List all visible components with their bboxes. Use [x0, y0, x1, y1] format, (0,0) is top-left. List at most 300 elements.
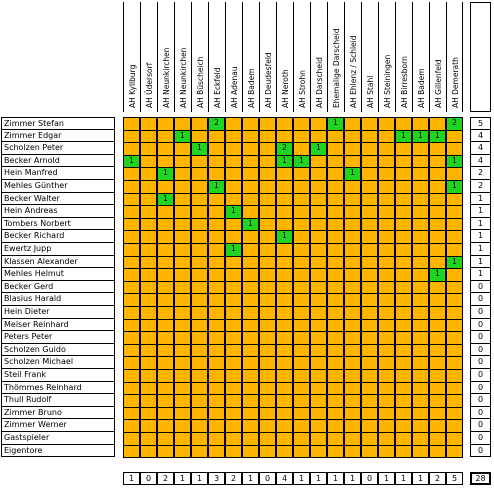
- row-total: 0: [470, 306, 491, 319]
- player-name: Becker Arnold: [1, 155, 115, 167]
- grid-cell: [123, 268, 140, 282]
- grid-cell: [225, 230, 242, 244]
- grid-cell: [276, 394, 293, 408]
- grid-cell: [293, 243, 310, 257]
- grid-cell: [140, 356, 157, 370]
- grid-cell: [174, 243, 191, 257]
- grid-cell: [395, 306, 412, 320]
- row-total: 0: [470, 407, 491, 419]
- grid-cell: [276, 117, 293, 131]
- column-header: [140, 2, 157, 112]
- grid-cell: [191, 369, 208, 383]
- row-total: 4: [470, 142, 491, 155]
- grid-cell: [174, 419, 191, 433]
- column-total: 1: [412, 472, 429, 485]
- grid-cell: [395, 142, 412, 156]
- column-total: 0: [361, 472, 378, 485]
- grid-cell: [259, 331, 276, 345]
- player-name: Ewertz Jupp: [1, 243, 115, 256]
- grid-cell: [174, 117, 191, 131]
- grid-cell: [446, 230, 463, 244]
- grid-cell: [259, 205, 276, 219]
- goal-count-cell: 1: [157, 167, 174, 181]
- grid-cell: [446, 394, 463, 408]
- grid-cell: [361, 394, 378, 408]
- grid-cell: [412, 205, 429, 219]
- grid-cell: [412, 419, 429, 433]
- column-header: [123, 2, 140, 112]
- player-name: Gastspieler: [1, 432, 115, 445]
- goal-count-cell: 2: [208, 117, 225, 131]
- column-header: [378, 2, 395, 112]
- grid-cell: [242, 331, 259, 345]
- grid-cell: [157, 419, 174, 433]
- goal-count-cell: 1: [276, 230, 293, 244]
- grid-cell: [446, 369, 463, 383]
- grid-cell: [191, 394, 208, 408]
- grid-cell: [140, 445, 157, 458]
- grid-cell: [276, 445, 293, 458]
- row-total: 0: [470, 369, 491, 382]
- grid-cell: [327, 306, 344, 320]
- grid-cell: [259, 243, 276, 257]
- grid-cell: [446, 419, 463, 433]
- goal-count-cell: 1: [446, 180, 463, 194]
- grid-cell: [429, 369, 446, 383]
- grid-cell: [259, 293, 276, 307]
- grid-cell: [208, 419, 225, 433]
- grid-cell: [310, 293, 327, 307]
- grid-cell: [276, 243, 293, 257]
- goal-count-cell: 1: [276, 155, 293, 168]
- column-header-label: AH Deudesfeld: [264, 52, 273, 108]
- grid-cell: [378, 293, 395, 307]
- grid-cell: [140, 306, 157, 320]
- grid-cell: [327, 142, 344, 156]
- grid-cell: [225, 117, 242, 131]
- column-header: [208, 2, 225, 112]
- grid-cell: [140, 394, 157, 408]
- grid-cell: [157, 432, 174, 446]
- grid-cell: [310, 117, 327, 131]
- grid-cell: [310, 394, 327, 408]
- grid-cell: [208, 243, 225, 257]
- grid-cell: [208, 293, 225, 307]
- grid-cell: [293, 167, 310, 181]
- grid-cell: [276, 205, 293, 219]
- row-total: 1: [470, 230, 491, 243]
- grid-cell: [378, 117, 395, 131]
- player-name: Hein Manfred: [1, 167, 115, 180]
- row-total: 1: [470, 256, 491, 268]
- grid-cell: [174, 205, 191, 219]
- grid-cell: [276, 369, 293, 383]
- row-total: 1: [470, 205, 491, 218]
- player-name: Meiser Reinhard: [1, 319, 115, 331]
- grid-cell: [123, 230, 140, 244]
- column-header-label: AH Üdersorf: [145, 62, 154, 108]
- grid-cell: [242, 394, 259, 408]
- column-header-row: [0, 0, 494, 115]
- grid-cell: [429, 243, 446, 257]
- grid-cell: [378, 243, 395, 257]
- grid-cell: [123, 306, 140, 320]
- row-total: 1: [470, 218, 491, 230]
- grid-cell: [429, 230, 446, 244]
- grid-cell: [361, 142, 378, 156]
- column-total: 1: [191, 472, 208, 485]
- grid-cell: [395, 445, 412, 458]
- grid-cell: [208, 356, 225, 370]
- column-header: [242, 2, 259, 112]
- grid-cell: [259, 117, 276, 131]
- grid-cell: [191, 432, 208, 446]
- grid-cell: [259, 180, 276, 194]
- grid-cell: [429, 142, 446, 156]
- grid-cell: [259, 445, 276, 458]
- grid-cell: [378, 205, 395, 219]
- grid-cell: [174, 394, 191, 408]
- grid-cell: [191, 419, 208, 433]
- grid-cell: [225, 293, 242, 307]
- grid-cell: [327, 268, 344, 282]
- goal-count-cell: 1: [446, 256, 463, 269]
- grid-cell: [378, 167, 395, 181]
- grid-cell: [140, 243, 157, 257]
- grid-cell: [225, 394, 242, 408]
- grid-cell: [344, 306, 361, 320]
- grid-cell: [395, 117, 412, 131]
- grid-cell: [242, 369, 259, 383]
- grid-cell: [225, 419, 242, 433]
- grid-cell: [191, 293, 208, 307]
- grid-cell: [361, 419, 378, 433]
- grid-cell: [429, 419, 446, 433]
- grid-cell: [140, 205, 157, 219]
- column-total: 0: [140, 472, 157, 485]
- grid-cell: [344, 331, 361, 345]
- grid-cell: [157, 369, 174, 383]
- grid-cell: [361, 117, 378, 131]
- grid-cell: [378, 432, 395, 446]
- grid-cell: [123, 293, 140, 307]
- grid-cell: [378, 142, 395, 156]
- column-header-label: AH Steiningen: [383, 54, 392, 108]
- grid-cell: [344, 445, 361, 458]
- grid-cell: [174, 356, 191, 370]
- player-name: Mehles Günther: [1, 180, 115, 193]
- grid-cell: [310, 369, 327, 383]
- grid-cell: [446, 205, 463, 219]
- column-header: [191, 2, 208, 112]
- row-total: 0: [470, 382, 491, 394]
- grid-cell: [259, 356, 276, 370]
- column-total: 1: [327, 472, 344, 485]
- player-name: Eigentore: [1, 445, 115, 457]
- player-name: Zimmer Stefan: [1, 117, 115, 130]
- goal-count-cell: 1: [293, 155, 310, 168]
- grid-cell: [446, 331, 463, 345]
- column-total: 2: [157, 472, 174, 485]
- goal-count-cell: 1: [412, 130, 429, 143]
- grid-cell: [412, 293, 429, 307]
- grid-cell: [446, 306, 463, 320]
- grid-cell: [191, 268, 208, 282]
- grid-cell: [395, 180, 412, 194]
- grid-cell: [174, 230, 191, 244]
- column-header: [395, 2, 412, 112]
- grid-cell: [446, 432, 463, 446]
- grid-cell: [344, 117, 361, 131]
- grid-cell: [429, 356, 446, 370]
- grid-cell: [412, 167, 429, 181]
- grid-cell: [157, 445, 174, 458]
- grid-cell: [429, 445, 446, 458]
- player-name: Scholzen Michael: [1, 356, 115, 369]
- player-name: Zimmer Werner: [1, 419, 115, 432]
- column-header-label: Ehemalige Darscheid: [332, 28, 341, 108]
- column-header: [446, 2, 463, 112]
- grid-cell: [310, 356, 327, 370]
- goal-count-cell: 1: [429, 130, 446, 143]
- player-name: Hein Andreas: [1, 205, 115, 218]
- grid-cell: [208, 445, 225, 458]
- grid-cell: [361, 180, 378, 194]
- grid-cell: [259, 268, 276, 282]
- grid-cell: [157, 268, 174, 282]
- column-header: [259, 2, 276, 112]
- goal-count-cell: 1: [225, 243, 242, 257]
- grid-cell: [123, 205, 140, 219]
- grid-cell: [412, 142, 429, 156]
- grid-cell: [446, 142, 463, 156]
- row-total: 1: [470, 268, 491, 281]
- grid-cell: [361, 445, 378, 458]
- column-total: 1: [344, 472, 361, 485]
- grid-cell: [157, 331, 174, 345]
- player-name: Zimmer Edgar: [1, 130, 115, 142]
- goal-count-cell: 1: [174, 130, 191, 143]
- column-header-label: AH Eckfeld: [213, 67, 222, 108]
- grid-cell: [327, 394, 344, 408]
- player-name: Thull Rudolf: [1, 394, 115, 407]
- grid-cell: [293, 432, 310, 446]
- grid-cell: [123, 331, 140, 345]
- grid-cell: [378, 356, 395, 370]
- grid-cell: [293, 331, 310, 345]
- grid-cell: [174, 180, 191, 194]
- grid-cell: [412, 117, 429, 131]
- grid-cell: [361, 205, 378, 219]
- goal-count-cell: 1: [327, 117, 344, 131]
- grid-cell: [123, 117, 140, 131]
- grid-cell: [446, 356, 463, 370]
- grid-cell: [293, 268, 310, 282]
- column-header-label: AH Darscheid: [315, 57, 324, 108]
- grid-cell: [412, 356, 429, 370]
- goal-count-cell: 1: [225, 205, 242, 219]
- grid-cell: [310, 243, 327, 257]
- goal-count-cell: 1: [123, 155, 140, 168]
- grid-cell: [344, 356, 361, 370]
- grid-cell: [310, 331, 327, 345]
- grid-cell: [174, 445, 191, 458]
- grid-cell: [140, 180, 157, 194]
- grid-cell: [191, 445, 208, 458]
- grid-cell: [361, 243, 378, 257]
- player-name: Klassen Alexander: [1, 256, 115, 268]
- column-header: [412, 2, 429, 112]
- grid-cell: [395, 167, 412, 181]
- grid-cell: [293, 369, 310, 383]
- grid-cell: [429, 205, 446, 219]
- grid-cell: [293, 117, 310, 131]
- grid-cell: [412, 445, 429, 458]
- grid-cell: [412, 243, 429, 257]
- grid-cell: [276, 419, 293, 433]
- column-header-label: AH Demerath: [450, 57, 460, 108]
- grid-cell: [276, 268, 293, 282]
- grid-cell: [310, 180, 327, 194]
- grid-cell: [395, 293, 412, 307]
- grid-cell: [242, 445, 259, 458]
- grid-cell: [276, 167, 293, 181]
- player-name: Blasius Harald: [1, 293, 115, 306]
- grid-cell: [344, 419, 361, 433]
- grand-total-cell: 28: [470, 472, 491, 485]
- grid-cell: [140, 419, 157, 433]
- column-header-label: AH Ehlenz / Schleid: [349, 35, 358, 108]
- grid-cell: [157, 205, 174, 219]
- grid-cell: [123, 142, 140, 156]
- grid-cell: [378, 268, 395, 282]
- grid-cell: [123, 243, 140, 257]
- grid-cell: [174, 268, 191, 282]
- grid-cell: [208, 230, 225, 244]
- grid-cell: [157, 142, 174, 156]
- grid-cell: [429, 306, 446, 320]
- grid-cell: [242, 419, 259, 433]
- player-name: Tombers Norbert: [1, 218, 115, 230]
- grid-cell: [259, 167, 276, 181]
- row-total: 0: [470, 331, 491, 344]
- column-header-label: AH Badem: [417, 68, 426, 108]
- grid-cell: [361, 230, 378, 244]
- grid-cell: [310, 445, 327, 458]
- grid-cell: [191, 230, 208, 244]
- grid-cell: [242, 142, 259, 156]
- column-total: 1: [293, 472, 310, 485]
- grid-cell: [293, 180, 310, 194]
- grid-cell: [310, 419, 327, 433]
- column-total: 1: [378, 472, 395, 485]
- grid-cell: [412, 180, 429, 194]
- grid-cell: [327, 331, 344, 345]
- column-header: [293, 2, 310, 112]
- grid-cell: [225, 432, 242, 446]
- grid-cell: [327, 419, 344, 433]
- grid-cell: [378, 180, 395, 194]
- grid-cell: [242, 432, 259, 446]
- grid-cell: [429, 394, 446, 408]
- row-total: 0: [470, 293, 491, 306]
- total-column-header: [470, 2, 491, 112]
- grid-cell: [242, 230, 259, 244]
- grid-cell: [429, 432, 446, 446]
- grid-cell: [157, 117, 174, 131]
- grid-cell: [225, 356, 242, 370]
- grid-cell: [310, 167, 327, 181]
- grid-cell: [140, 331, 157, 345]
- player-name: Mehles Helmut: [1, 268, 115, 281]
- row-total: 2: [470, 180, 491, 193]
- grid-cell: [412, 331, 429, 345]
- grid-cell: [157, 394, 174, 408]
- grid-cell: [344, 230, 361, 244]
- grid-cell: [293, 306, 310, 320]
- column-header: [327, 2, 344, 112]
- grid-cell: [378, 230, 395, 244]
- grid-cell: [429, 293, 446, 307]
- grid-cell: [208, 432, 225, 446]
- goal-count-cell: 1: [191, 142, 208, 156]
- grid-cell: [446, 293, 463, 307]
- grid-cell: [191, 306, 208, 320]
- grid-cell: [174, 369, 191, 383]
- grid-cell: [140, 369, 157, 383]
- grid-cell: [293, 142, 310, 156]
- grid-cell: [361, 356, 378, 370]
- grid-cell: [378, 419, 395, 433]
- grid-cell: [378, 306, 395, 320]
- grid-cell: [123, 445, 140, 458]
- row-total: 0: [470, 281, 491, 293]
- grid-cell: [191, 205, 208, 219]
- row-total: 0: [470, 344, 491, 356]
- column-header-label: AH Birresborn: [400, 56, 409, 108]
- grid-cell: [344, 293, 361, 307]
- grid-cell: [395, 432, 412, 446]
- goal-count-cell: 1: [242, 218, 259, 231]
- grid-cell: [242, 117, 259, 131]
- grid-cell: [310, 268, 327, 282]
- grid-cell: [361, 268, 378, 282]
- grid-cell: [140, 142, 157, 156]
- column-total: 1: [395, 472, 412, 485]
- grid-cell: [446, 268, 463, 282]
- goal-count-cell: 1: [344, 167, 361, 181]
- grid-cell: [327, 445, 344, 458]
- grid-cell: [395, 243, 412, 257]
- grid-cell: [310, 230, 327, 244]
- player-name: Steil Frank: [1, 369, 115, 382]
- column-header-label: AH Kyllburg: [128, 64, 137, 108]
- grid-cell: [446, 167, 463, 181]
- row-total: 1: [470, 243, 491, 256]
- grid-cell: [327, 293, 344, 307]
- grid-cell: [378, 394, 395, 408]
- row-total: 0: [470, 419, 491, 432]
- column-header: [157, 2, 174, 112]
- grid-cell: [208, 205, 225, 219]
- row-total: 0: [470, 445, 491, 457]
- row-total: 4: [470, 155, 491, 167]
- grid-cell: [395, 369, 412, 383]
- grid-cell: [361, 331, 378, 345]
- grid-cell: [259, 419, 276, 433]
- grid-cell: [344, 180, 361, 194]
- goal-count-cell: 1: [429, 268, 446, 282]
